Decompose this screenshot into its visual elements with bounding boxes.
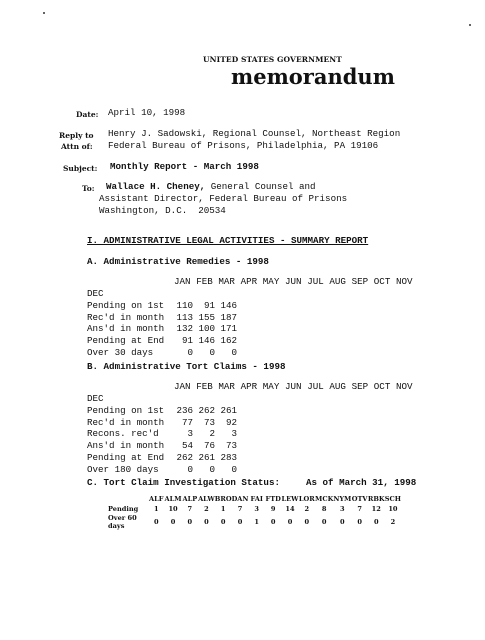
table-cell: 0 [187, 518, 193, 526]
month-header-mar: MAR [218, 276, 235, 287]
table-cell: 283 [220, 451, 237, 463]
table-cell: 100 [198, 323, 215, 335]
table-cell: 8 [321, 505, 327, 513]
table-cell: 54 [181, 440, 193, 452]
table-cell: 146 [198, 335, 215, 347]
table-cell: 262 [176, 451, 193, 463]
table-cell: 262 [198, 405, 215, 416]
month-header-nov: NOV [396, 276, 413, 287]
table-cell: 0 [237, 518, 243, 526]
table-cell: 1 [153, 505, 159, 513]
month-header-jan: JAN [174, 276, 191, 287]
subject-value: Monthly Report - March 1998 [110, 161, 259, 172]
table-cell: 0 [270, 518, 276, 526]
column-header-ftd: FTD [265, 495, 281, 503]
table-cell: 0 [321, 518, 327, 526]
table-cell: 0 [373, 518, 379, 526]
table-cell: 0 [187, 346, 193, 358]
month-header-jul: JUL [307, 276, 324, 287]
table-cell: 162 [220, 335, 237, 347]
column-header-bro: BRO [214, 495, 232, 503]
table-row [108, 514, 401, 530]
to-line-3: Washington, D.C. 20534 [99, 205, 226, 216]
table-cell: 77 [181, 416, 193, 428]
table-cell: 12 [371, 505, 381, 513]
reply-to-line-1: Henry J. Sadowski, Regional Counsel, Northeast Region [108, 128, 401, 139]
row-label: Pending on 1st [87, 300, 165, 311]
table-cell: 261 [220, 405, 237, 416]
table-cell: 73 [225, 440, 237, 452]
table-cell: 3 [254, 505, 259, 513]
table-cell: 14 [285, 505, 295, 513]
month-header-jan: JAN [174, 381, 191, 392]
table-cell: 2 [304, 505, 310, 513]
month-header-aug: AUG [329, 276, 346, 287]
table-cell: 92 [225, 416, 237, 428]
table-cell: 10 [168, 505, 178, 513]
table-cell: 2 [209, 428, 215, 440]
row-label: Rec'd in month [87, 416, 165, 428]
section-c-as-of: As of March 31, 1998 [306, 477, 417, 488]
month-header-apr: APR [240, 276, 258, 287]
table-cell: 113 [176, 311, 193, 323]
month-header-oct: OCT [373, 276, 391, 287]
month-header-may: MAY [262, 276, 280, 287]
section-1-title: I. ADMINISTRATIVE LEGAL ACTIVITIES - SUMMARY REPORT [87, 235, 369, 246]
table-cell: 0 [170, 518, 176, 526]
month-header-nov: NOV [396, 381, 413, 392]
column-header-lew: LEW [281, 495, 299, 503]
to-name: Wallace H. Cheney, [106, 181, 206, 192]
month-header-dec: DEC [87, 288, 104, 299]
column-header-alw: ALW [198, 495, 215, 503]
table-cell: 0 [231, 346, 237, 358]
month-header-mar: MAR [218, 381, 235, 392]
government-heading: UNITED STATES GOVERNMENT [203, 55, 342, 64]
row-label: Over 30 days [87, 346, 154, 358]
table-cell: 1 [220, 505, 226, 513]
to-title: General Counsel and [205, 181, 316, 192]
reply-to-line-2: Federal Bureau of Prisons, Philadelphia, PA 19106 [108, 140, 379, 151]
column-header-nym: NYM [333, 495, 352, 503]
table-cell: 0 [153, 518, 159, 526]
column-header-lor: LOR [298, 495, 315, 503]
table-cell: 0 [220, 518, 226, 526]
month-header-feb: FEB [196, 276, 213, 287]
month-header-sep: SEP [351, 276, 369, 287]
row-label: Recons. rec'd [87, 428, 159, 440]
table-cell: 171 [220, 323, 237, 335]
row-label: Pending on 1st [87, 405, 165, 416]
column-header-mck: MCK [315, 495, 334, 503]
month-header-sep: SEP [351, 381, 369, 392]
table-cell: 236 [176, 405, 193, 416]
subject-label: Subject: [63, 164, 98, 173]
column-header-alf: ALF [149, 495, 164, 503]
to-line-1 [106, 181, 316, 192]
date-value: April 10, 1998 [108, 107, 186, 118]
table-cell: 261 [198, 451, 215, 463]
investigation-status-table [108, 494, 401, 530]
date-label: Date: [76, 110, 99, 119]
table-cell: 3 [340, 505, 345, 513]
table-cell: 0 [204, 518, 209, 526]
table-cell: 2 [390, 518, 396, 526]
table-cell: 146 [220, 300, 237, 311]
table-cell: 187 [220, 311, 237, 323]
table-cell: 73 [203, 416, 215, 428]
table-cell: 7 [187, 505, 193, 513]
to-line-2: Assistant Director, Federal Bureau of Prisons [99, 193, 348, 204]
investigation-header-row [108, 494, 401, 504]
reply-to-label: Reply to [59, 131, 94, 140]
row-label: Ans'd in month [87, 440, 165, 452]
column-header-fai: FAI [250, 495, 263, 503]
table-cell: 91 [181, 335, 193, 347]
attn-of-label: Attn of: [61, 142, 93, 151]
table-cell: 3 [231, 428, 237, 440]
table-cell: 0 [231, 463, 237, 475]
month-header-jul: JUL [307, 381, 324, 392]
table-cell: 110 [176, 300, 193, 311]
row-label: Over 180 days [87, 463, 159, 475]
month-header-may: MAY [262, 381, 280, 392]
row-label: Pending [108, 505, 139, 513]
section-c-title: C. Tort Claim Investigation Status: [87, 477, 280, 488]
table-cell: 76 [203, 440, 215, 452]
scan-speck [469, 24, 471, 26]
month-header-aug: AUG [329, 381, 346, 392]
table-cell: 155 [198, 311, 215, 323]
month-header-feb: FEB [196, 381, 213, 392]
month-header-jun: JUN [285, 276, 302, 287]
row-label: Pending at End [87, 335, 165, 347]
column-header-alm: ALM [164, 495, 182, 503]
row-label: Rec'd in month [87, 311, 165, 323]
row-label: Ans'd in month [87, 323, 165, 335]
table-cell: 0 [287, 518, 293, 526]
table-cell: 1 [254, 518, 259, 526]
section-b-title: B. Administrative Tort Claims - 1998 [87, 361, 286, 372]
column-header-dan: DAN [231, 495, 249, 503]
column-header-sch: SCH [384, 495, 402, 503]
row-label: Over 60 days [108, 514, 137, 530]
row-label: Pending at End [87, 451, 165, 463]
table-cell: 7 [357, 505, 362, 513]
section-a-title: A. Administrative Remedies - 1998 [87, 256, 269, 267]
table-cell: 0 [209, 463, 215, 475]
month-header-apr: APR [240, 381, 258, 392]
table-cell: 3 [187, 428, 193, 440]
table-cell: 0 [187, 463, 193, 475]
table-row [108, 504, 401, 514]
table-cell: 9 [270, 505, 276, 513]
table-cell: 0 [209, 346, 215, 358]
month-header-dec: DEC [87, 393, 104, 404]
table-cell: 10 [388, 505, 398, 513]
table-cell: 91 [203, 300, 215, 311]
column-header-rbk: RBK [367, 495, 385, 503]
month-header-jun: JUN [285, 381, 302, 392]
table-cell: 0 [357, 518, 362, 526]
column-header-otv: OTV [351, 495, 368, 503]
column-header-alp: ALP [182, 495, 198, 503]
to-label: To: [82, 184, 95, 193]
table-cell: 2 [204, 505, 209, 513]
scan-speck [43, 12, 45, 14]
month-header-oct: OCT [373, 381, 391, 392]
table-cell: 0 [304, 518, 310, 526]
table-cell: 0 [340, 518, 345, 526]
table-cell: 132 [176, 323, 193, 335]
memorandum-title: memorandum [231, 64, 395, 89]
table-cell: 7 [237, 505, 243, 513]
